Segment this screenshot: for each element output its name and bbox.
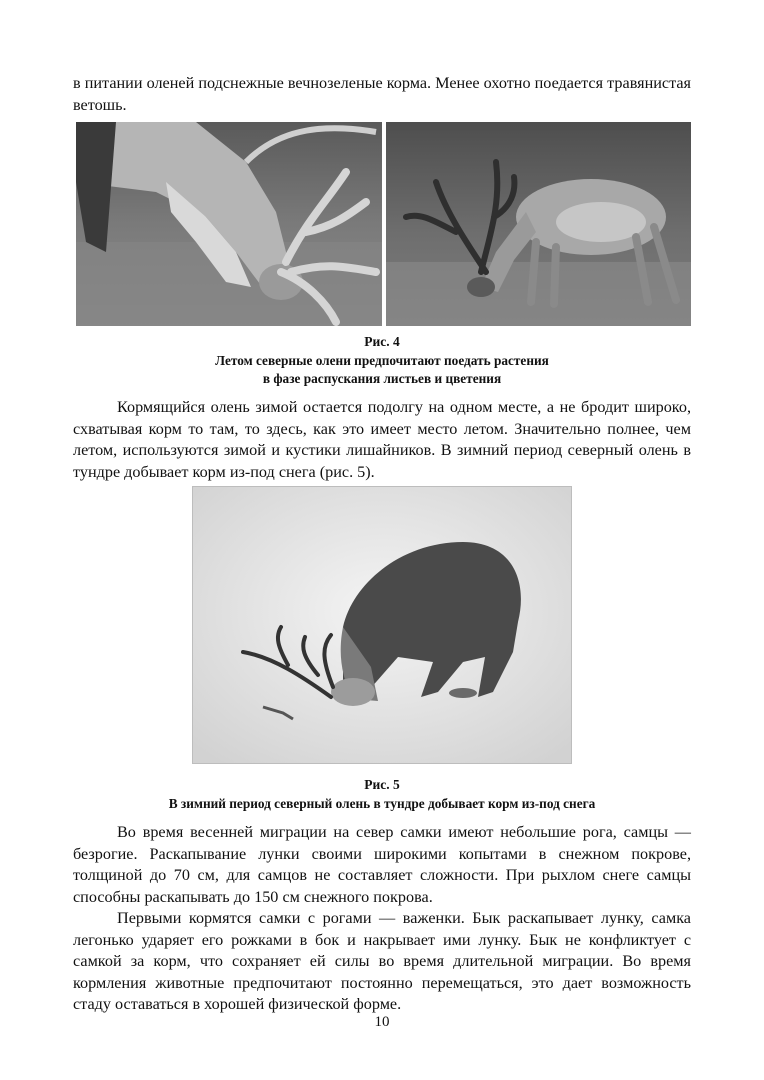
paragraph-middle: Кормящийся олень зимой остается подолгу на одном месте, а не бродит широко, схватывая корм то там, то здесь, как это имеет место летом. Значительно полнее, чем летом, используются зимой и кустики лишайников. В зимний период северный олень в тундре добывает корм из-под снега (рис. 5).	[73, 398, 691, 481]
page-number: 10	[374, 1014, 390, 1030]
figure-5-photo	[193, 487, 571, 763]
figure-4-caption-line2: в фазе распускания листьев и цветения	[262, 371, 502, 386]
figure-4-photo-right	[386, 122, 691, 326]
figure-4-label: Рис. 4	[364, 334, 400, 349]
paragraph-feeding: Первыми кормятся самки с рогами — важенки. Бык раскапывает лунку, самка легонько ударяет его рожками в бок и накрывает ими лунку. Бык не конфликтует с самкой за корм, что сохраняет ей силы во время длительной миграции. Во время кормления животные предпочитают постоянно перемещаться, это дает возможность стаду оставаться в хорошей физической форме.	[73, 909, 691, 1013]
figure-5-label: Рис. 5	[364, 777, 400, 792]
figure-4-photo-left	[76, 122, 382, 326]
figure-4-caption-line1: Летом северные олени предпочитают поедать растения	[215, 353, 549, 368]
paragraph-migration: Во время весенней миграции на север самки имеют небольшие рога, самцы — безрогие. Раскапывание лунки своими широкими копытами в снежном покрове, толщиной до 70 см, для самцов не составляет сложности. При рыхлом снеге самцы способны раскапывать до 150 см снежного покрова.	[73, 823, 691, 906]
figure-5-caption: В зимний период северный олень в тундре добывает корм из-под снега	[168, 796, 596, 811]
paragraph-top: в питании оленей подснежные вечнозеленые корма. Менее охотно поедается травянистая ветошь.	[73, 74, 691, 114]
